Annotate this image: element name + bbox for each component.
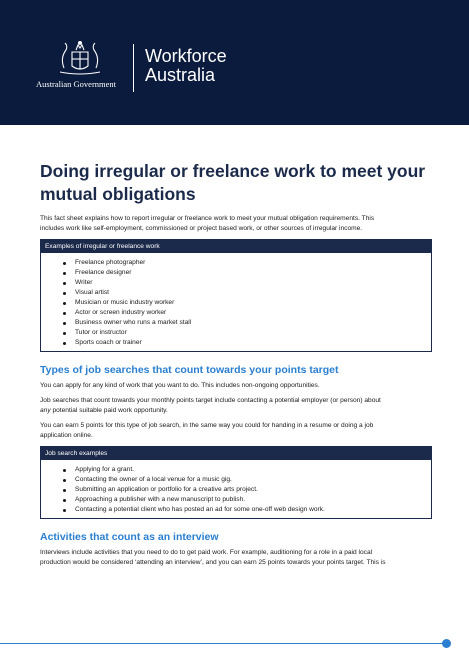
list-item: Musician or music industry worker bbox=[63, 298, 431, 308]
emphasis-text: any bbox=[40, 407, 51, 414]
title-line-2: mutual obligations bbox=[40, 184, 196, 204]
brand-line-2: Australia bbox=[145, 65, 216, 85]
examples-box bbox=[40, 239, 432, 352]
intro-line-2: includes work like self-employment, commissioned or project based work, or other sources of irregular income. bbox=[40, 225, 363, 232]
list-item: Visual artist bbox=[63, 288, 431, 298]
brand-line-1: Workforce bbox=[145, 46, 227, 66]
intro-paragraph bbox=[40, 214, 432, 234]
examples-list bbox=[41, 253, 431, 351]
footer-rule bbox=[0, 643, 447, 644]
title-line-1: Doing irregular or freelance work to meet your bbox=[40, 161, 426, 181]
examples-box-heading: Examples of irregular or freelance work bbox=[41, 240, 431, 253]
list-item: Freelance photographer bbox=[63, 258, 431, 268]
job-search-paragraph-2 bbox=[40, 396, 432, 416]
main-content bbox=[40, 160, 432, 568]
job-search-box-heading: Job search examples bbox=[41, 447, 431, 460]
page-title bbox=[40, 160, 432, 206]
list-item: Contacting a potential client who has posted an ad for some one-off web design work. bbox=[63, 505, 431, 515]
section-heading-job-searches: Types of job searches that count towards your points target bbox=[40, 364, 339, 376]
list-item: Freelance designer bbox=[63, 268, 431, 278]
list-item: Business owner who runs a market stall bbox=[63, 318, 431, 328]
list-item: Applying for a grant. bbox=[63, 465, 431, 475]
list-item: Actor or screen industry worker bbox=[63, 308, 431, 318]
paragraph-line: Job searches that count towards your monthly points target include contacting a potential employer (or person) about bbox=[40, 397, 381, 404]
footer-dot-icon bbox=[442, 639, 451, 648]
job-search-paragraph-3 bbox=[40, 421, 432, 441]
paragraph-line: production would be considered ‘attending an interview’, and you can earn 25 points towards your points target. This is bbox=[40, 559, 386, 566]
interview-paragraph bbox=[40, 548, 432, 568]
job-search-list bbox=[41, 460, 431, 518]
coat-of-arms-icon bbox=[50, 38, 110, 78]
list-item: Approaching a publisher with a new manuscript to publish. bbox=[63, 495, 431, 505]
list-item: Submitting an application or portfolio for a creative arts project. bbox=[63, 485, 431, 495]
paragraph-line bbox=[40, 406, 432, 416]
paragraph-line: application online. bbox=[40, 432, 93, 439]
page-header bbox=[0, 0, 469, 125]
job-search-examples-box bbox=[40, 446, 432, 519]
paragraph-line: You can earn 5 points for this type of job search, in the same way you could for handing in a resume or doing a job bbox=[40, 422, 374, 429]
intro-line-1: This fact sheet explains how to report irregular or freelance work to meet your mutual obligation requirements. This bbox=[40, 215, 375, 222]
brand-logo bbox=[145, 47, 227, 85]
list-item: Sports coach or trainer bbox=[63, 338, 431, 348]
list-item: Writer bbox=[63, 278, 431, 288]
paragraph-line-rest: potential suitable paid work opportunity. bbox=[50, 407, 168, 414]
list-item: Tutor or instructor bbox=[63, 328, 431, 338]
header-divider bbox=[133, 44, 134, 92]
job-search-paragraph-1: You can apply for any kind of work that you want to do. This includes non-ongoing opportunities. bbox=[40, 382, 320, 389]
list-item: Contacting the owner of a local venue for a music gig. bbox=[63, 475, 431, 485]
paragraph-line: Interviews include activities that you need to do to get paid work. For example, auditioning for a role in a paid local bbox=[40, 549, 373, 556]
section-heading-interview: Activities that count as an interview bbox=[40, 531, 219, 543]
government-label: Australian Government bbox=[36, 79, 117, 89]
